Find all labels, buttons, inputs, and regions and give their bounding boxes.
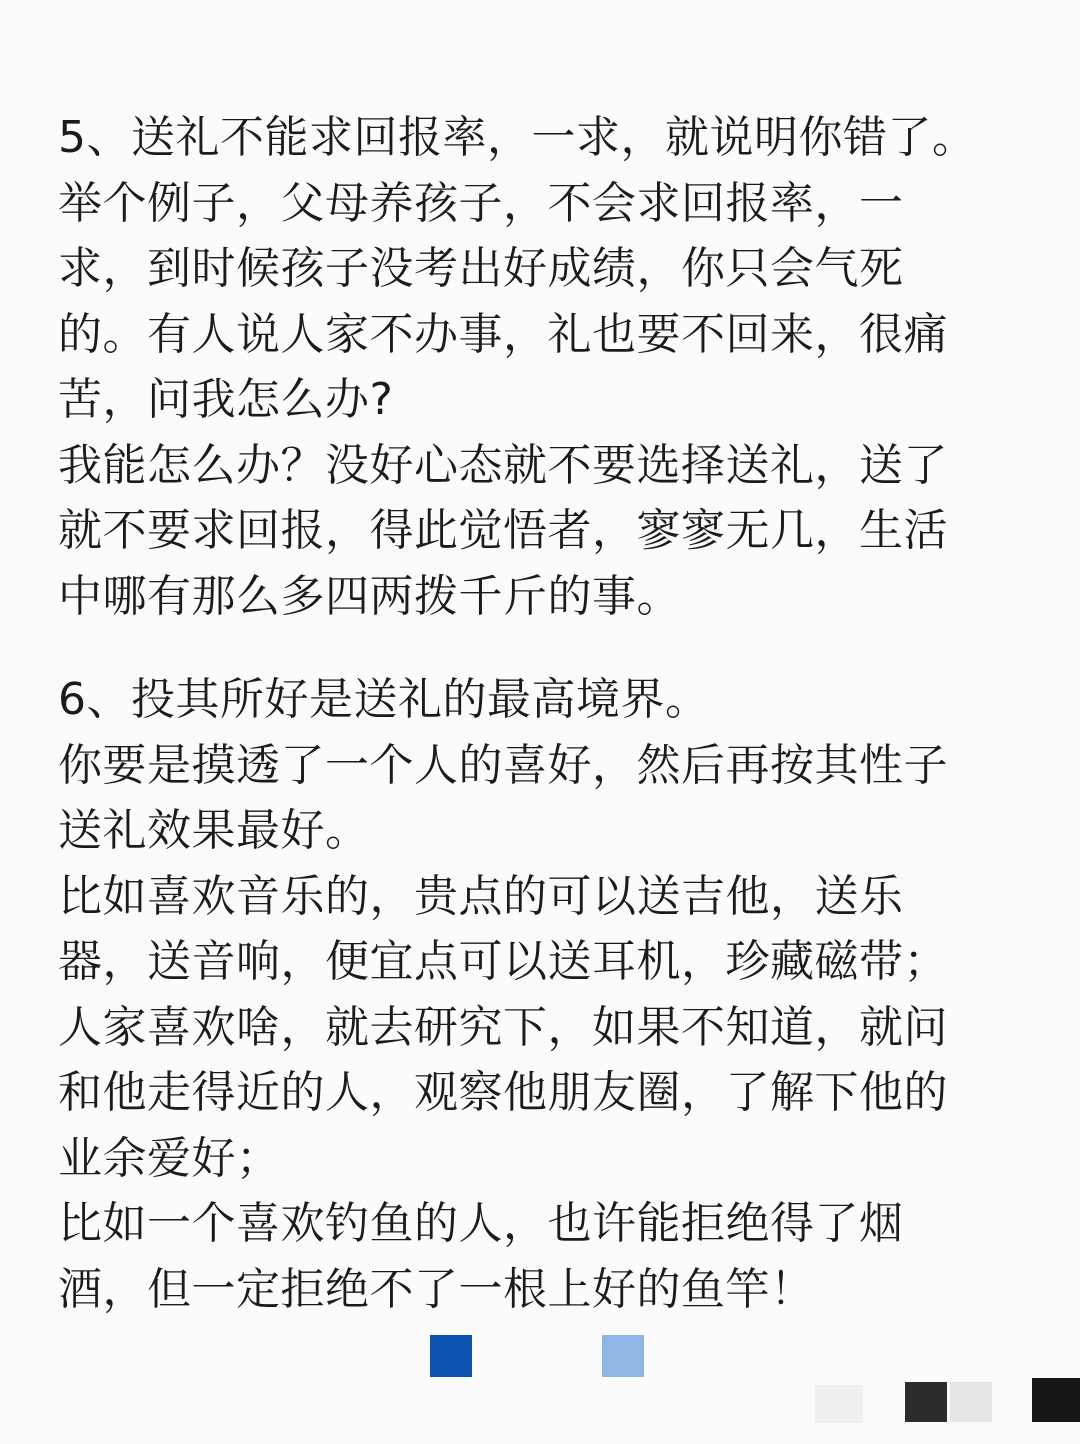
section-gap [58, 629, 998, 667]
text-line: 人家喜欢啥，就去研究下，如果不知道，就问 [58, 1001, 948, 1053]
text-line: 酒，但一定拒绝不了一根上好的鱼竿！ [58, 1263, 815, 1315]
dark-block-decoration [905, 1382, 947, 1422]
blue-square-decoration [430, 1335, 472, 1377]
text-line: 比如喜欢音乐的，贵点的可以送吉他，送乐 [58, 870, 904, 922]
text-line: 我能怎么办？没好心态就不要选择送礼，送了 [58, 439, 948, 491]
text-line: 苦，问我怎么办? [58, 374, 394, 425]
text-line: 求，到时候孩子没考出好成绩，你只会气死 [58, 243, 904, 294]
text-line: 就不要求回报，得此觉悟者，寥寥无几，生活 [58, 505, 948, 556]
text-line: 比如一个喜欢钓鱼的人，也许能拒绝得了烟 [58, 1198, 904, 1249]
text-line: 6、投其所好是送礼的最高境界。 [58, 674, 710, 725]
text-line: 5、送礼不能求回报率，一求，就说明你错了。 [58, 112, 977, 163]
light-blue-square-decoration [602, 1335, 644, 1377]
text-line: 送礼效果最好。 [58, 805, 370, 856]
grey-block-decoration [950, 1382, 992, 1422]
text-line: 中哪有那么多四两拨千斤的事。 [58, 570, 681, 622]
text-line: 和他走得近的人，观察他朋友圈，了解下他的 [58, 1067, 948, 1118]
text-line: 你要是摸透了一个人的喜好，然后再按其性子 [58, 739, 948, 791]
text-line: 举个例子，父母养孩子，不会求回报率，一 [58, 177, 904, 229]
text-line: 业余爱好； [58, 1132, 281, 1184]
article-body [58, 105, 998, 1322]
section-6 [58, 667, 998, 1322]
dark-corner-block-decoration [1032, 1378, 1080, 1422]
section-5 [58, 105, 998, 629]
text-line: 器，送音响，便宜点可以送耳机，珍藏磁带； [58, 936, 948, 987]
pale-block-decoration [815, 1385, 863, 1423]
text-line: 的。有人说人家不办事，礼也要不回来，很痛 [58, 308, 948, 360]
